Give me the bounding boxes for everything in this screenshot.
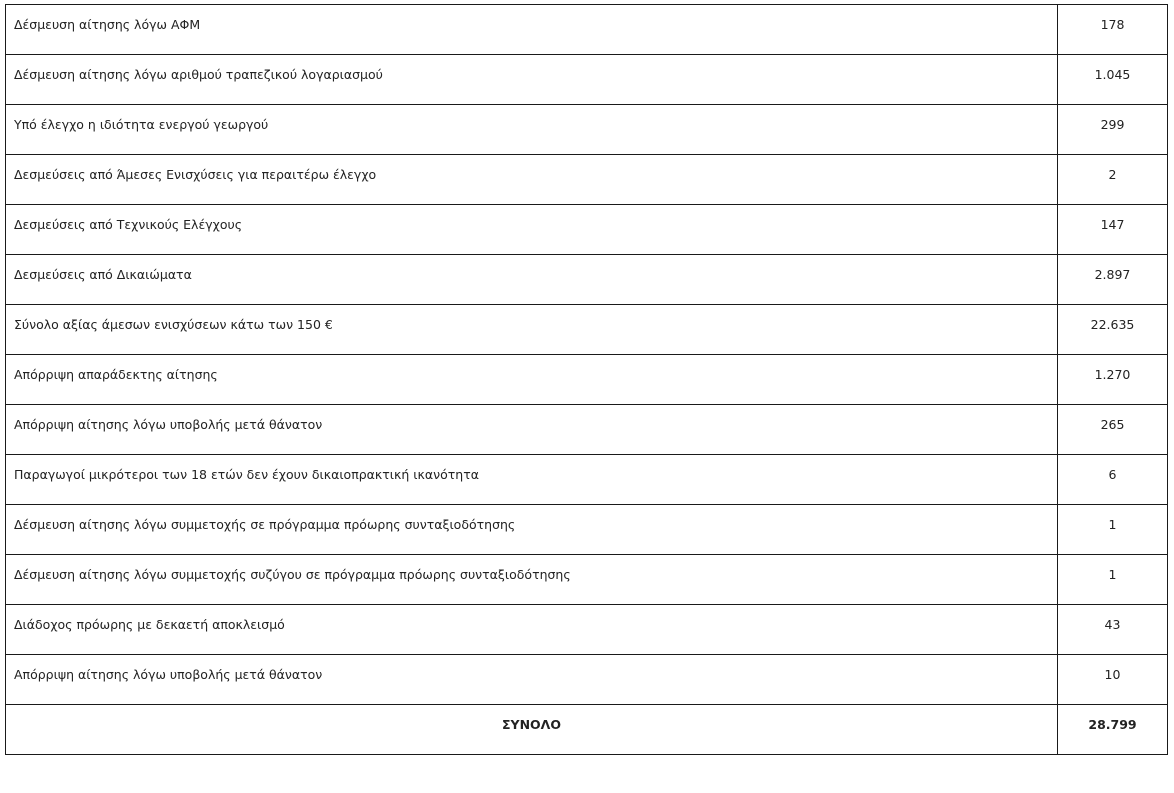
row-label: Απόρριψη απαράδεκτης αίτησης bbox=[6, 355, 1058, 405]
row-value: 2 bbox=[1058, 155, 1168, 205]
table-row bbox=[6, 205, 1168, 255]
row-value: 147 bbox=[1058, 205, 1168, 255]
row-label: Δέσμευση αίτησης λόγω ΑΦΜ bbox=[6, 5, 1058, 55]
table-row bbox=[6, 605, 1168, 655]
row-value: 2.897 bbox=[1058, 255, 1168, 305]
row-value: 6 bbox=[1058, 455, 1168, 505]
row-value: 22.635 bbox=[1058, 305, 1168, 355]
table-row bbox=[6, 555, 1168, 605]
row-label: Υπό έλεγχο η ιδιότητα ενεργού γεωργού bbox=[6, 105, 1058, 155]
table-row bbox=[6, 55, 1168, 105]
table-row bbox=[6, 505, 1168, 555]
row-value: 265 bbox=[1058, 405, 1168, 455]
statistics-table bbox=[5, 4, 1168, 755]
row-value: 10 bbox=[1058, 655, 1168, 705]
total-label: ΣΥΝΟΛΟ bbox=[6, 705, 1058, 755]
row-label: Σύνολο αξίας άμεσων ενισχύσεων κάτω των 150 € bbox=[6, 305, 1058, 355]
table-row bbox=[6, 455, 1168, 505]
table-row bbox=[6, 105, 1168, 155]
row-label: Απόρριψη αίτησης λόγω υποβολής μετά θάνατον bbox=[6, 405, 1058, 455]
table-row bbox=[6, 655, 1168, 705]
table-row bbox=[6, 5, 1168, 55]
row-label: Δεσμεύσεις από Δικαιώματα bbox=[6, 255, 1058, 305]
row-value: 1 bbox=[1058, 555, 1168, 605]
row-label: Παραγωγοί μικρότεροι των 18 ετών δεν έχουν δικαιοπρακτική ικανότητα bbox=[6, 455, 1058, 505]
row-value: 1.045 bbox=[1058, 55, 1168, 105]
row-label: Διάδοχος πρόωρης με δεκαετή αποκλεισμό bbox=[6, 605, 1058, 655]
row-label: Δεσμεύσεις από Άμεσες Ενισχύσεις για περαιτέρω έλεγχο bbox=[6, 155, 1058, 205]
row-value: 178 bbox=[1058, 5, 1168, 55]
row-label: Δεσμεύσεις από Τεχνικούς Ελέγχους bbox=[6, 205, 1058, 255]
row-value: 43 bbox=[1058, 605, 1168, 655]
row-label: Δέσμευση αίτησης λόγω συμμετοχής συζύγου σε πρόγραμμα πρόωρης συνταξιοδότησης bbox=[6, 555, 1058, 605]
row-label: Απόρριψη αίτησης λόγω υποβολής μετά θάνατον bbox=[6, 655, 1058, 705]
row-value: 1.270 bbox=[1058, 355, 1168, 405]
table-row bbox=[6, 405, 1168, 455]
row-label: Δέσμευση αίτησης λόγω αριθμού τραπεζικού λογαριασμού bbox=[6, 55, 1058, 105]
row-value: 299 bbox=[1058, 105, 1168, 155]
row-label: Δέσμευση αίτησης λόγω συμμετοχής σε πρόγραμμα πρόωρης συνταξιοδότησης bbox=[6, 505, 1058, 555]
table-row bbox=[6, 305, 1168, 355]
table-row bbox=[6, 155, 1168, 205]
table-row bbox=[6, 355, 1168, 405]
total-row bbox=[6, 705, 1168, 755]
total-value: 28.799 bbox=[1058, 705, 1168, 755]
table-row bbox=[6, 255, 1168, 305]
row-value: 1 bbox=[1058, 505, 1168, 555]
